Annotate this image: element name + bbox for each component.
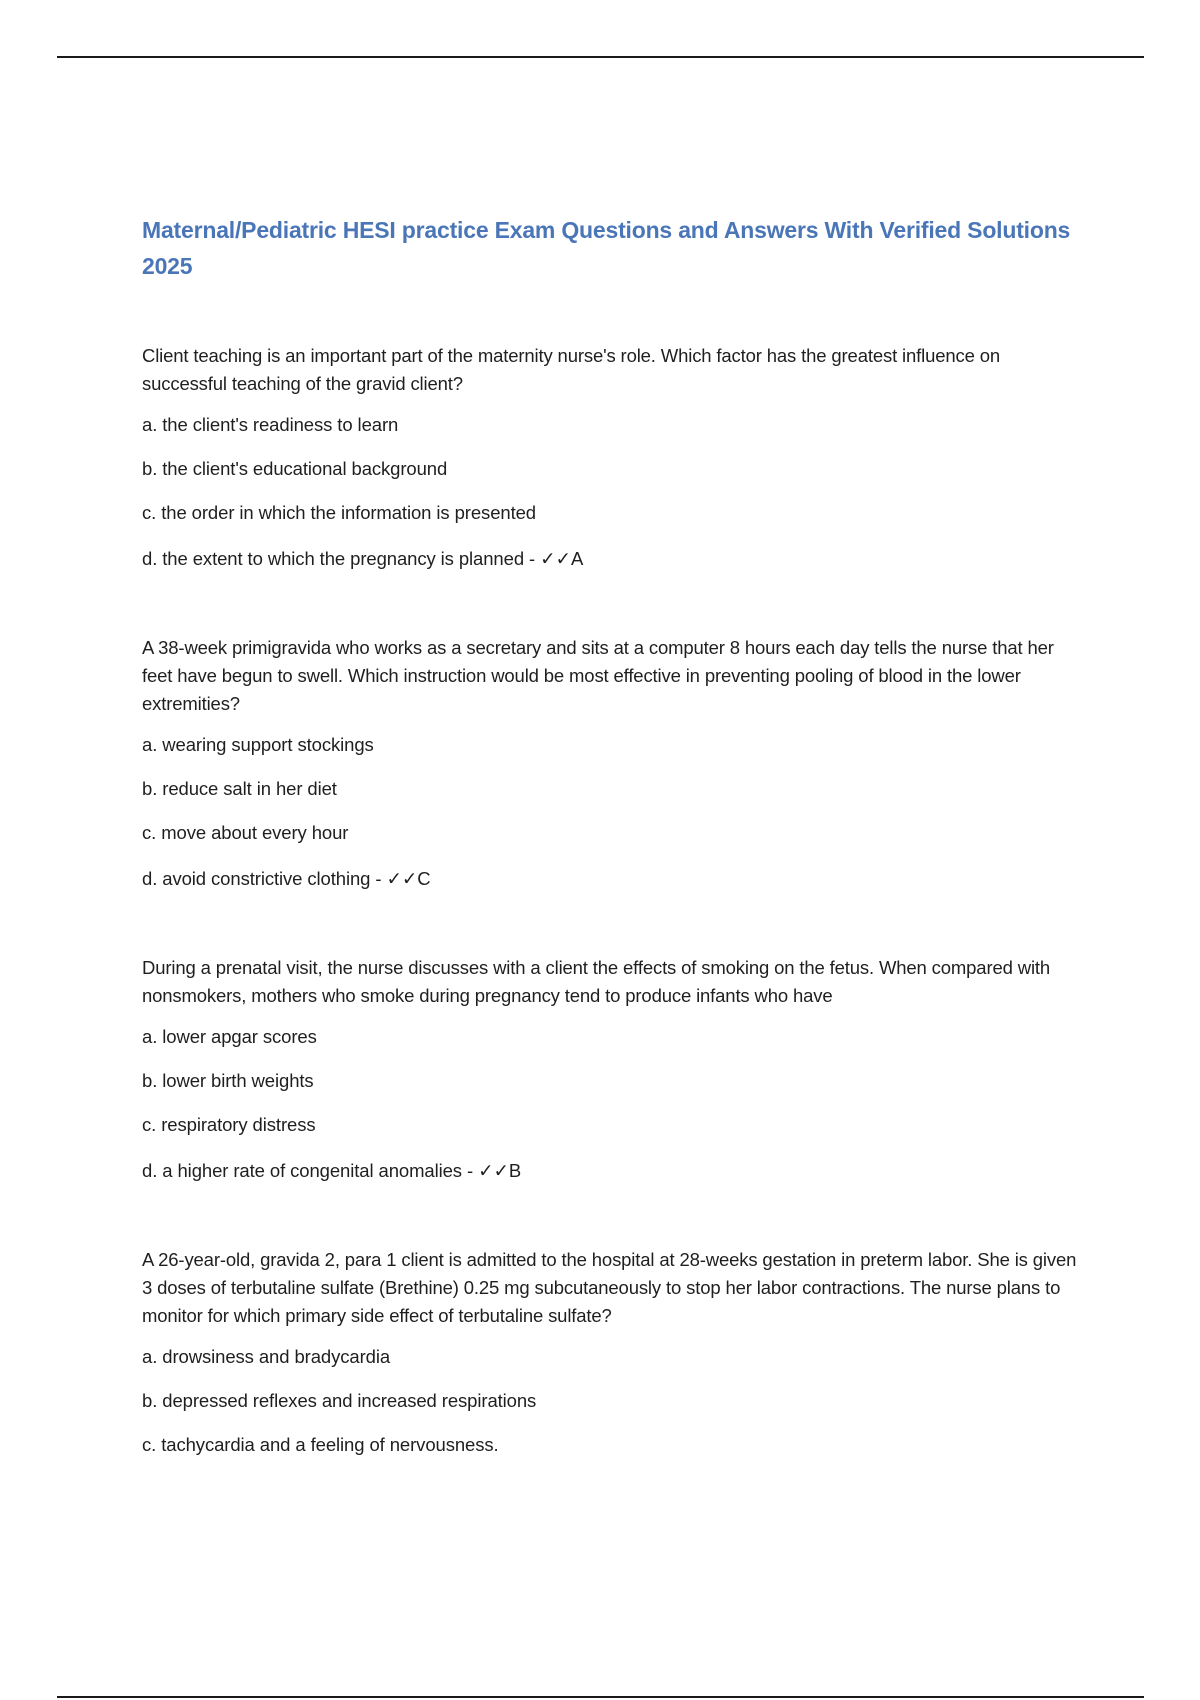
question-text: During a prenatal visit, the nurse discusses with a client the effects of smoking on the fetus. When compared with nonsmokers, mothers who smoke during pregnancy tend to produce infants who have <box>142 957 1051 1006</box>
answer-option: b. lower birth weights <box>142 1070 314 1091</box>
page-title: Maternal/Pediatric HESI practice Exam Questions and Answers With Verified Solutions 2025 <box>142 217 1071 279</box>
header-rule <box>57 56 1144 58</box>
footer-rule <box>57 1696 1144 1698</box>
question-block <box>142 342 1077 572</box>
question-text: Client teaching is an important part of the maternity nurse's role. Which factor has the greatest influence on successful teaching of the gravid client? <box>142 345 1001 394</box>
answer-option: b. the client's educational background <box>142 458 448 479</box>
question-block <box>142 1246 1077 1458</box>
answer-option: c. tachycardia and a feeling of nervousness. <box>142 1434 499 1455</box>
answer-option: c. the order in which the information is presented <box>142 502 536 523</box>
answer-option: c. move about every hour <box>142 822 349 843</box>
answer-option: c. respiratory distress <box>142 1114 316 1135</box>
question-block <box>142 954 1077 1184</box>
question-text: A 38-week primigravida who works as a secretary and sits at a computer 8 hours each day tells the nurse that her feet have begun to swell. Which instruction would be most effective in preventing pooling of blood in the lower extremities? <box>142 637 1054 714</box>
answer-option: a. wearing support stockings <box>142 734 374 755</box>
answer-option: a. drowsiness and bradycardia <box>142 1346 391 1367</box>
question-text: A 26-year-old, gravida 2, para 1 client is admitted to the hospital at 28-weeks gestation in preterm labor. She is given 3 doses of terbutaline sulfate (Brethine) 0.25 mg subcutaneously to stop her labor contractions. The nurse plans to monitor for which primary side effect of terbutaline sulfate? <box>142 1249 1077 1326</box>
document-body <box>142 212 1077 1458</box>
answer-option: b. depressed reflexes and increased respirations <box>142 1390 537 1411</box>
answer-option-with-key: d. the extent to which the pregnancy is planned - ✓✓A <box>142 548 584 569</box>
answer-option: a. the client's readiness to learn <box>142 414 399 435</box>
answer-option-with-key: d. a higher rate of congenital anomalies - ✓✓B <box>142 1160 522 1181</box>
answer-option-with-key: d. avoid constrictive clothing - ✓✓C <box>142 868 431 889</box>
answer-option: a. lower apgar scores <box>142 1026 317 1047</box>
answer-option: b. reduce salt in her diet <box>142 778 337 799</box>
question-block <box>142 634 1077 892</box>
